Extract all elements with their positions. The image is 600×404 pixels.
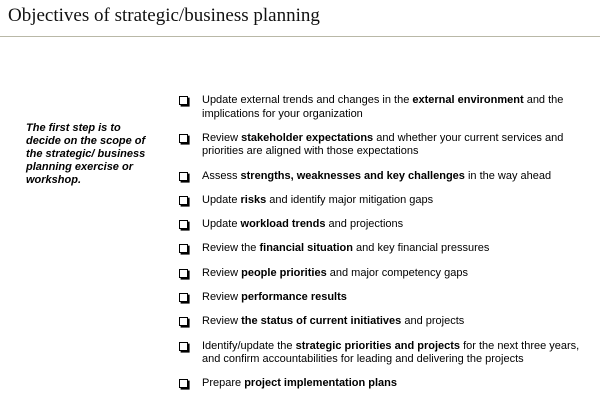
- checkbox-icon: [179, 96, 188, 105]
- list-item: [176, 242, 588, 256]
- checkbox-icon: [179, 293, 188, 302]
- list-item: [176, 377, 588, 391]
- objective-text: Review stakeholder expectations and whether your current services and priorities are aligned with those expectations: [202, 131, 564, 158]
- checkbox-icon: [179, 379, 188, 388]
- objectives-list: [176, 94, 588, 391]
- objective-text: Update workload trends and projections: [202, 218, 404, 231]
- checkbox-icon: [179, 172, 188, 181]
- page-title: Objectives of strategic/business planning: [8, 5, 320, 26]
- checkbox-icon: [179, 342, 188, 351]
- objective-text: Update external trends and changes in the external environment and the implications for your organization: [202, 94, 564, 120]
- scope-note: The first step is to decide on the scope of the strategic/ business planning exercise or workshop.: [26, 122, 146, 186]
- list-item: [176, 267, 588, 281]
- checkbox-icon: [179, 269, 188, 278]
- list-item: [176, 194, 588, 208]
- list-item: [176, 94, 588, 121]
- objective-text: Identify/update the strategic priorities and projects for the next three years, and confirm accountabilities for leading and delivering the projects: [202, 339, 580, 366]
- objective-text: Review people priorities and major competency gaps: [202, 266, 468, 279]
- list-item: [176, 132, 588, 159]
- objective-text: Assess strengths, weaknesses and key challenges in the way ahead: [202, 169, 552, 182]
- objective-text: Update risks and identify major mitigation gaps: [202, 193, 434, 206]
- list-item: [176, 170, 588, 184]
- objective-text: Review performance results: [202, 291, 347, 304]
- list-item: [176, 218, 588, 232]
- list-item: [176, 315, 588, 329]
- checkbox-icon: [179, 196, 188, 205]
- checkbox-icon: [179, 317, 188, 326]
- list-item: [176, 291, 588, 305]
- list-item: [176, 340, 588, 367]
- objective-text: Prepare project implementation plans: [202, 377, 398, 390]
- objective-text: Review the status of current initiatives and projects: [202, 315, 465, 328]
- title-divider: [0, 36, 600, 37]
- checkbox-icon: [179, 220, 188, 229]
- checkbox-icon: [179, 244, 188, 253]
- objective-text: Review the financial situation and key financial pressures: [202, 242, 490, 255]
- checkbox-icon: [179, 134, 188, 143]
